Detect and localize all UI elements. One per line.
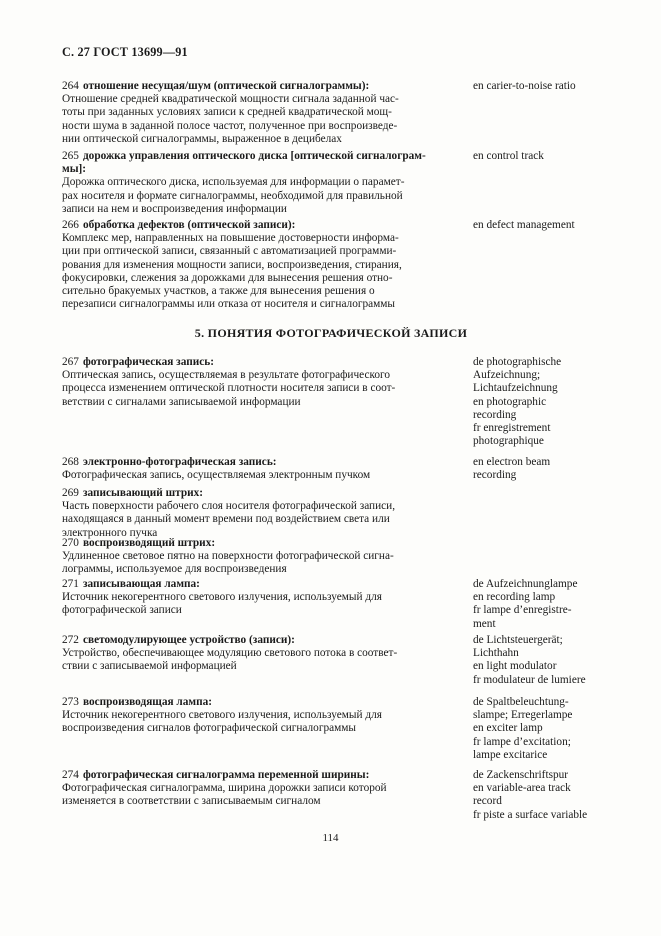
- equivalent-term: slampe; Erregerlampe: [473, 709, 573, 722]
- equivalent-term: lampe excitarice: [473, 748, 548, 761]
- term-entry-273: [62, 696, 622, 761]
- term-heading: [62, 634, 440, 647]
- term-body: [62, 219, 440, 311]
- equivalent-term: recording: [473, 408, 517, 421]
- term-entry-267: [62, 356, 622, 448]
- definition-line: электронного пучка: [62, 526, 158, 539]
- equivalent-term: en variable-area track: [473, 782, 571, 795]
- definition-line: Источник некогерентного светового излучения, используемый для: [62, 591, 382, 604]
- term-heading: [62, 537, 440, 550]
- equivalent-term: record: [473, 795, 502, 808]
- equivalent-term: de Aufzeichnunglampe: [473, 578, 578, 590]
- term-body: [62, 578, 440, 618]
- page-header: С. 27 ГОСТ 13699—91: [62, 45, 188, 59]
- equivalent-term: fr modulateur de lumiere: [473, 673, 586, 686]
- equivalent-term: en exciter lamp: [473, 722, 543, 735]
- term-heading: [62, 769, 440, 782]
- definition-line: записи на нем и воспроизведения информации: [62, 202, 287, 215]
- definition-line: нии оптической сигналограммы, выраженное в децибелах: [62, 132, 342, 145]
- definition-line: ствии с записываемой информацией: [62, 660, 237, 673]
- equivalent-term: de Lichtsteuergerät;: [473, 634, 563, 646]
- term-number: 274: [62, 769, 79, 781]
- term-entry-272: [62, 634, 622, 686]
- definition-line: лограммы, используемое для воспроизведения: [62, 563, 287, 576]
- definition-line: Фотографическая сигналограмма, ширина дорожки записи которой: [62, 782, 387, 795]
- definition-line: сительно бракуемых участков, а также для вынесения решения о: [62, 285, 375, 298]
- term-number: 273: [62, 696, 79, 708]
- term-body: [62, 537, 440, 577]
- term-entry-270: [62, 537, 622, 577]
- term-entry-264: [62, 80, 622, 146]
- definition-line: Отношение средней квадратической мощности сигнала заданной час-: [62, 93, 399, 106]
- term-body: [62, 456, 440, 482]
- equivalent-term: ment: [473, 617, 496, 630]
- term-name: электронно-фотографическая запись:: [82, 456, 277, 468]
- term-heading: [62, 219, 440, 232]
- term-name: дорожка управления оптического диска [оптической сигналограм-: [82, 150, 426, 162]
- definition-line: перезаписи сигналограммы или отказа от носителя и сигналограммы: [62, 298, 396, 311]
- foreign-equivalents: [473, 150, 628, 163]
- term-number: 264: [62, 80, 79, 92]
- term-name: отношение несущая/шум (оптической сигналограммы):: [82, 80, 370, 92]
- term-number: 270: [62, 537, 79, 549]
- definition-line: Фотографическая запись, осуществляемая электронным пучком: [62, 469, 371, 482]
- term-entry-266: [62, 219, 622, 311]
- equivalent-term: en control track: [473, 150, 544, 162]
- equivalent-term: photographique: [473, 435, 544, 448]
- term-entry-265: [62, 150, 622, 216]
- term-number: 269: [62, 487, 79, 499]
- definition-line: ности шума в заданной полосе частот, полученное при воспроизведе-: [62, 119, 398, 132]
- equivalent-term: fr piste a surface variable: [473, 808, 588, 821]
- foreign-equivalents: [473, 769, 628, 822]
- term-heading: [62, 578, 440, 591]
- term-name: фотографическая сигналограмма переменной ширины:: [82, 769, 370, 781]
- term-name: записывающая лампа:: [82, 578, 200, 590]
- equivalent-term: Lichtaufzeichnung: [473, 382, 558, 395]
- term-name: фотографическая запись:: [82, 356, 214, 368]
- term-number: 271: [62, 578, 79, 590]
- equivalent-term: Aufzeichnung;: [473, 369, 541, 382]
- term-heading: [62, 150, 440, 163]
- term-body: [62, 769, 440, 809]
- definition-line: Устройство, обеспечивающее модуляцию светового потока в соответ-: [62, 647, 398, 660]
- term-number: 268: [62, 456, 79, 468]
- equivalent-term: fr lampe d’excitation;: [473, 735, 571, 748]
- term-body: [62, 696, 440, 736]
- equivalent-term: recording: [473, 469, 517, 482]
- term-name: воспроизводящая лампа:: [82, 696, 213, 708]
- term-heading: [62, 80, 440, 93]
- equivalent-term: de Zackenschriftspur: [473, 769, 569, 781]
- foreign-equivalents: [473, 696, 628, 762]
- equivalent-term: en electron beam: [473, 456, 551, 468]
- equivalent-term: en recording lamp: [473, 591, 556, 604]
- foreign-equivalents: [473, 356, 628, 448]
- term-entry-271: [62, 578, 622, 630]
- definition-line: Комплекс мер, направленных на повышение достоверности информа-: [62, 232, 399, 245]
- equivalent-term: Lichthahn: [473, 647, 519, 660]
- equivalent-term: en photographic: [473, 395, 547, 408]
- term-number: 266: [62, 219, 79, 231]
- term-body: [62, 150, 440, 216]
- equivalent-term: de photographische: [473, 356, 562, 368]
- definition-line: ветствии с сигналами записываемой информации: [62, 395, 301, 408]
- term-number: 265: [62, 150, 79, 162]
- foreign-equivalents: [473, 634, 628, 687]
- definition-line: процесса изменением оптической плотности носителя записи в соот-: [62, 382, 396, 395]
- term-body: [62, 487, 440, 540]
- term-number: 267: [62, 356, 79, 368]
- definition-line: фотографической записи: [62, 604, 182, 617]
- term-heading: [62, 487, 440, 500]
- definition-line: фокусировки, слежения за дорожками для вынесения решения отно-: [62, 271, 393, 284]
- equivalent-term: fr enregistrement: [473, 422, 551, 435]
- foreign-equivalents: [473, 80, 628, 93]
- equivalent-term: en light modulator: [473, 660, 557, 673]
- definition-line: Источник некогерентного светового излучения, используемый для: [62, 709, 382, 722]
- term-heading: [62, 696, 440, 709]
- term-number: 272: [62, 634, 79, 646]
- definition-line: изменяется в соответствии с записываемым сигналом: [62, 795, 321, 808]
- term-name: светомодулирующее устройство (записи):: [82, 634, 295, 646]
- foreign-equivalents: [473, 219, 628, 232]
- term-name: записывающий штрих:: [82, 487, 204, 499]
- term-body: [62, 634, 440, 674]
- definition-line: ции при оптической записи, связанный с автоматизацией программи-: [62, 245, 397, 258]
- term-name: обработка дефектов (оптической записи):: [82, 219, 296, 231]
- term-entry-269: [62, 487, 622, 540]
- equivalent-term: en defect management: [473, 219, 575, 231]
- page-number: 114: [322, 832, 339, 844]
- term-entry-274: [62, 769, 622, 821]
- term-heading: [62, 356, 440, 369]
- term-body: [62, 80, 440, 146]
- term-name: мы]:: [62, 163, 87, 176]
- definition-line: Часть поверхности рабочего слоя носителя фотографической записи,: [62, 500, 396, 513]
- term-entry-268: [62, 456, 622, 482]
- equivalent-term: de Spaltbeleuchtung-: [473, 696, 569, 708]
- definition-line: Удлиненное световое пятно на поверхности фотографической сигна-: [62, 550, 394, 563]
- term-name: воспроизводящий штрих:: [82, 537, 216, 549]
- term-heading: [62, 456, 440, 469]
- definition-line: рования для изменения мощности записи, воспроизведения, стирания,: [62, 258, 402, 271]
- definition-line: Дорожка оптического диска, используемая для информации о парамет-: [62, 176, 405, 189]
- term-body: [62, 356, 440, 409]
- definition-line: воспроизведения сигналов фотографической сигналограммы: [62, 722, 357, 735]
- equivalent-term: fr lampe d’enregistre-: [473, 604, 572, 617]
- definition-line: Оптическая запись, осуществляемая в результате фотографического: [62, 369, 391, 382]
- definition-line: находящаяся в данный момент времени под воздействием света или: [62, 513, 390, 526]
- foreign-equivalents: [473, 456, 628, 482]
- foreign-equivalents: [473, 578, 628, 631]
- term-heading: [62, 163, 440, 176]
- equivalent-term: en carier-to-noise ratio: [473, 80, 576, 92]
- definition-line: рах носителя и формате сигналограммы, необходимой для правильной: [62, 189, 403, 202]
- definition-line: тоты при заданных условиях записи к средней квадратической мощ-: [62, 106, 392, 119]
- section-title: 5. ПОНЯТИЯ ФОТОГРАФИЧЕСКОЙ ЗАПИСИ: [194, 326, 468, 340]
